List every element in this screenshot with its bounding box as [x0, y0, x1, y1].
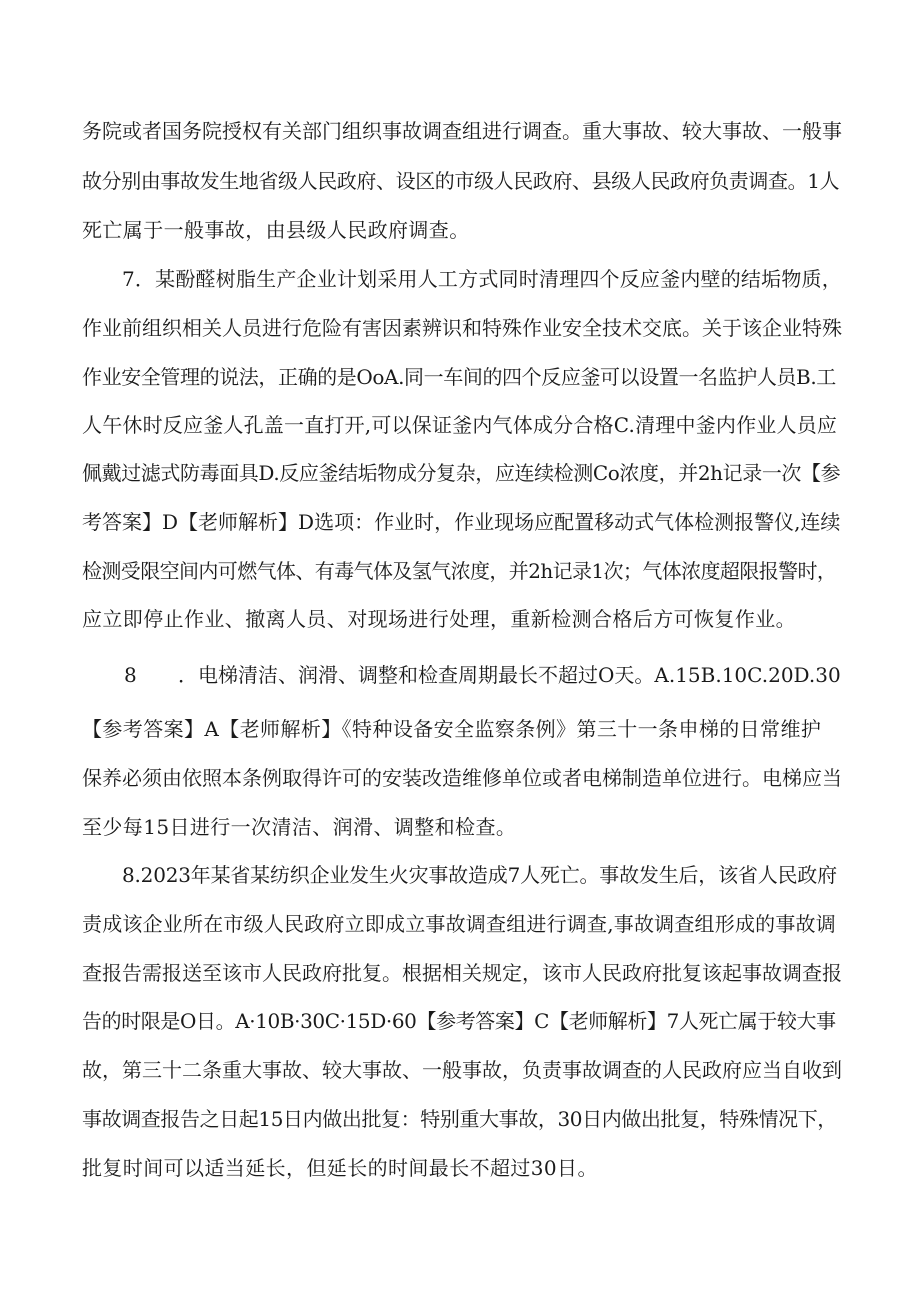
question-text-line: 人午休时反应釜人孔盖一直打开,可以保证釜内气体成分合格C.清理中釜内作业人员应	[82, 413, 838, 437]
text-line: 故分别由事故发生地省级人民政府、设区的市级人民政府、县级人民政府负责调查。1人	[82, 169, 840, 193]
question-text-line: 7．某酚醛树脂生产企业计划采用人工方式同时清理四个反应釜内壁的结垢物质，	[122, 267, 842, 291]
question-number: 8	[124, 663, 138, 687]
question-text-line: 查报告需报送至该市人民政府批复。根据相关规定，该市人民政府批复该起事故调查报	[82, 961, 842, 985]
answer-text-line: 事故调查报告之日起15日内做出批复：特别重大事故，30日内做出批复，特殊情况下，	[82, 1107, 837, 1131]
question-text-line: 8.2023年某省某纺织企业发生火灾事故造成7人死亡。事故发生后，该省人民政府	[122, 863, 837, 887]
answer-text-line: 保养必须由依照本条例取得许可的安装改造维修单位或者电梯制造单位进行。电梯应当	[82, 766, 842, 790]
text-line: 死亡属于一般事故，由县级人民政府调查。	[82, 218, 470, 242]
answer-text-line: 至少每15日进行一次清洁、润滑、调整和检查。	[82, 815, 517, 839]
answer-text-line: 检测受限空间内可燃气体、有毒气体及氢气浓度，并2h记录1次；气体浓度超限报警时，	[82, 559, 837, 583]
text-line: 务院或者国务院授权有关部门组织事故调查组进行调查。重大事故、较大事故、一般事	[82, 119, 842, 143]
question-text-line: ．电梯清洁、润滑、调整和检查周期最长不超过O天。A.15B.10C.20D.30	[178, 663, 841, 687]
answer-text-line: 故，第三十二条重大事故、较大事故、一般事故，负责事故调查的人民政府应当自收到	[82, 1058, 842, 1082]
question-text-line: 责成该企业所在市级人民政府立即成立事故调查组进行调查,事故调查组形成的事故调	[82, 912, 836, 936]
answer-text-line: 考答案】D【老师解析】D选项：作业时，作业现场应配置移动式气体检测报警仪,连续	[82, 510, 841, 534]
question-text-line: 作业安全管理的说法，正确的是OoA.同一车间的四个反应釜可以设置一名监护人员B.工	[82, 365, 836, 389]
question-text-line: 佩戴过滤式防毒面具D.反应釜结垢物成分复杂，应连续检测Co浓度，并2h记录一次【参	[82, 461, 841, 485]
answer-text-line: 应立即停止作业、撤离人员、对现场进行处理，重新检测合格后方可恢复作业。	[82, 607, 796, 631]
answer-text-line: 批复时间可以适当延长，但延长的时间最长不超过30日。	[82, 1156, 598, 1180]
question-text-line: 告的时限是O日。A·10B·30C·15D·60【参考答案】C【老师解析】7人死亡属于较大事	[82, 1009, 836, 1033]
question-text-line: 作业前组织相关人员进行危险有害因素辨识和特殊作业安全技术交底。关于该企业特殊	[82, 316, 842, 340]
answer-text-line: 【参考答案】A【老师解析】《特种设备安全监察条例》第三十一条申梯的日常维护	[82, 717, 822, 741]
